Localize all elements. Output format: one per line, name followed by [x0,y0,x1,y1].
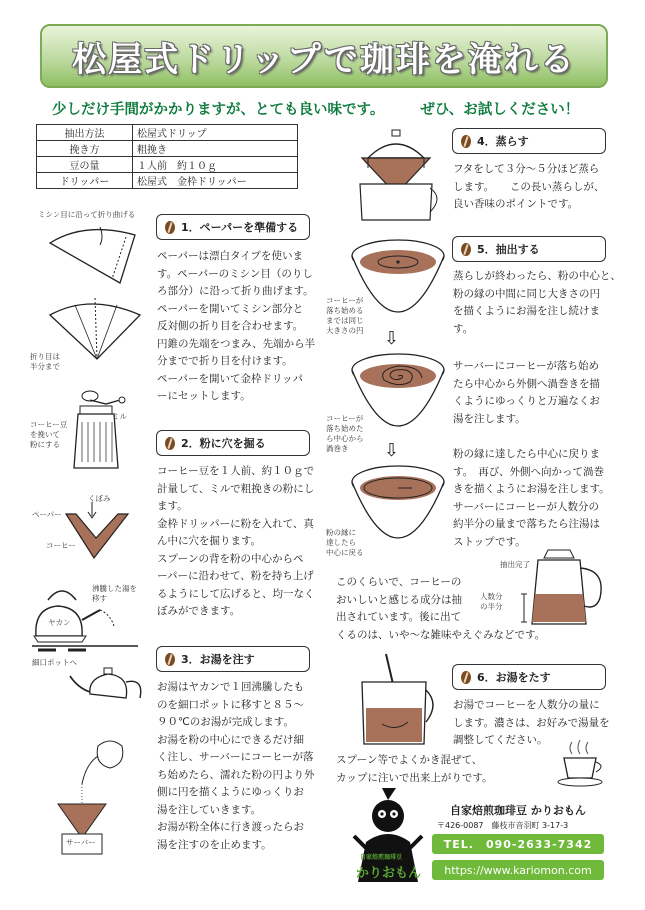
paper-open-illustration [45,293,155,365]
section-3-heading [156,646,310,672]
section-5-heading [452,236,606,262]
table-row [37,141,298,157]
logo-text: かりおもん [356,866,422,881]
coffee-cup-icon [556,740,612,788]
pour-illustration [48,734,128,854]
spec-value: １人前 約１０ｇ [133,157,298,173]
caption-coffee: コーヒー [46,541,76,550]
subtitle-main: 少しだけ手間がかかりますが、とても良い味です。 [52,102,385,118]
table-row [37,173,298,189]
spec-key: 豆の量 [37,157,133,173]
section-6-stir: スプーン等でよくかき混ぜて、 カップに注いで出来上がりです。 [336,754,493,784]
section-3-title: 3．お湯を注す [181,653,255,666]
caption-fold-mishin: ミシン目に沿って折り曲げる [38,210,136,219]
coffee-bean-icon [165,653,175,666]
caption-done: 抽出完了 [500,560,530,569]
dripper-cross-section [62,500,132,562]
section-4-body: フタをして３分～５分ほど蒸ら します。 この長い蒸らしが、 良い香味のポイントです。 [453,163,605,210]
extraction-step-3-illustration [350,464,446,548]
section-1-heading [156,214,310,240]
extraction-step-1-illustration [350,238,446,322]
caption-return-center: 粉の縁に 達したら 中心に戻る [326,528,364,557]
section-5-title: 5．抽出する [477,243,540,256]
tel-button[interactable]: TEL. 090-2633-7342 [432,834,604,854]
mill-illustration [70,388,130,474]
caption-same-circle: コーヒーが 落ち始める までは同じ 大きさの円 [326,296,364,335]
paper-folded-illustration [40,225,150,290]
section-2-title: 2．粉に穴を掘る [181,437,266,450]
caption-kettle: ヤカン [48,618,71,627]
extraction-step-2-illustration [350,352,446,436]
section-1-title: 1．ペーパーを準備する [181,221,299,234]
section-1-body: ペーパーは漂白タイプを使いま す。ペーパーのミシン目（のりし ろ部分）に沿って折り曲げます。 ペーパーを開いてミシン部分と 反対側の折り目を合わせます。 円錐の先端をつまみ、先端から半 分までで折り目を付けます。 ペーパーを開いて金枠ドリッパ ーにセットします。 [157,250,316,402]
section-4-title: 4．蒸らす [477,135,529,148]
down-arrow-icon: ⇩ [384,440,400,461]
spec-key: ドリッパー [37,173,133,189]
caption-spiral: コーヒーが 落ち始めた ら中心から 渦巻き [326,414,364,453]
coffee-bean-icon [165,221,175,234]
caption-fold-half: 折り目は 半分まで [30,352,60,371]
website-link[interactable]: https://www.kariomon.com [432,860,604,880]
caption-server: サーバー [66,838,96,847]
down-arrow-icon: ⇩ [384,328,400,349]
shop-address: 〒426-0087 藤枝市音羽町 3-17-3 [437,821,569,830]
caption-beans: コーヒー豆 を挽いて 粉にする [30,420,68,449]
kettle-illustration [28,580,138,660]
section-6-heading [452,664,606,690]
page-title: 松屋式ドリップで珈琲を淹れる [72,39,576,80]
coffee-bean-icon [165,437,175,450]
coffee-bean-icon [461,135,471,148]
section-6-title: 6．お湯をたす [477,671,551,684]
spec-value: 粗挽き [133,141,298,157]
caption-pot: 細口ポットへ [32,658,77,667]
caption-half-serving: 人数分 の半分 [480,592,503,611]
section-6-body: お湯でコーヒーを人数分の量に します。濃さは、お好みで湯量を 調整してください。 [453,699,610,746]
server-done-illustration [530,548,610,628]
subtitle-invite: ぜひ、お試しください！ [420,102,580,118]
spec-value: 松屋式ドリップ [133,125,298,141]
shop-name: 自家焙煎珈琲豆 かりおもん [450,804,586,817]
section-4-heading [452,128,606,154]
section-5-body-a: 蒸らしが終わったら、粉の中心と、 粉の縁の中間に同じ大きさの円 を描くようにお湯を注し続けま す。 [453,270,621,335]
spec-key: 挽き方 [37,141,133,157]
coffee-bean-icon [461,671,471,684]
table-row [37,125,298,141]
section-2-body: コーヒー豆を１人前、約１０ｇで 計量して、ミルで粗挽きの粉にし ます。 金枠ドリッパーに粉を入れて、真 ん中に穴を掘ります。 スプーンの背を粉の中心からペ ーパーに沿わせて、粉を持ち上げ るようにして広げると、均一なく ぼみができます。 [157,465,315,617]
section-5-note: このくらいで、コーヒーの おいしいと感じる成分は抽 出されています。後に出て くるのは、いや～な雑味やえぐみなどです。 [336,576,546,641]
drip-pot-illustration [60,664,150,710]
table-row [37,157,298,173]
spec-value: 松屋式 金枠ドリッパー [133,173,298,189]
spec-table [36,124,298,189]
stir-server-illustration [356,652,436,752]
section-5-body-b: サーバーにコーヒーが落ち始め たら中心から外側へ渦巻きを描 くようにゆっくりと万遍なくお 湯を注します。 [453,360,600,425]
subtitle [52,98,612,119]
caption-paper: ペーパー [32,510,62,519]
section-3-body: お湯はヤカンで１回沸騰したも のを細口ポットに移すと８５～ ９０℃のお湯が完成します。 お湯を粉の中心にできるだけ細 く注し、サーバーにコーヒーが落 ち始めたら、濡れた粉の円より外 側に円を描くようにゆっくりお 湯を注していきます。 お湯が粉全体に行き渡ったらお 湯を注すのを止めます。 [157,681,315,851]
covered-dripper-illustration [354,128,438,224]
spec-key: 抽出方法 [37,125,133,141]
section-2-heading [156,430,310,456]
caption-boiled: 沸騰した湯を 移す [92,584,137,603]
caption-kubomi: くぼみ [88,494,111,503]
logo-subtext: 自家焙煎珈琲豆 [360,854,403,861]
section-5-body-c: 粉の縁に達したら中心に戻りま す。 再び、外側へ向かって渦巻 きを描くようにお湯を注します。 サーバーにコーヒーが人数分の 約半分の量まで落ちたら注湯は ストップです。 [453,448,610,548]
coffee-bean-icon [461,243,471,256]
caption-mill: ミル [112,412,127,421]
